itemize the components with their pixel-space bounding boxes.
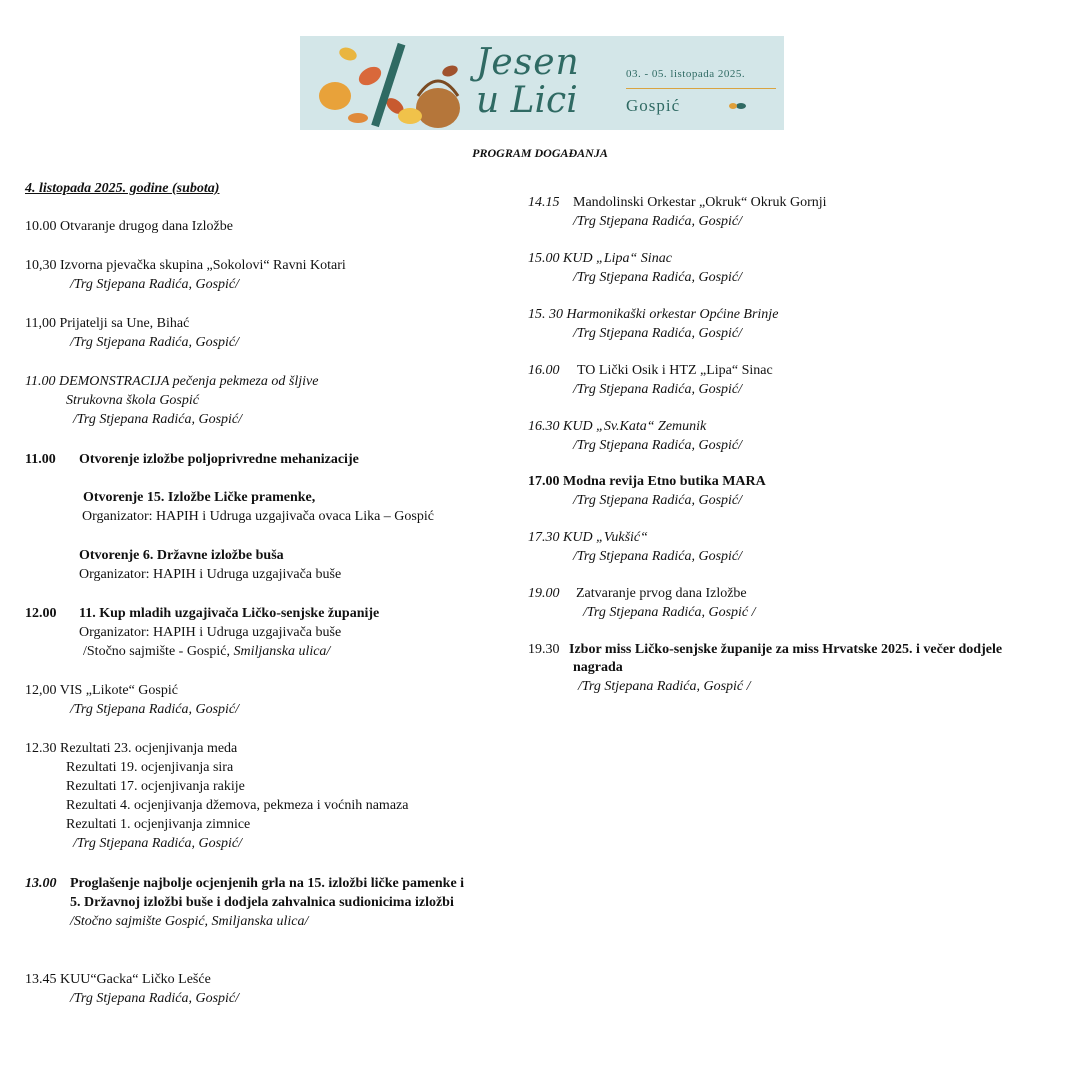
event-demonstracija: 11.00 DEMONSTRACIJA pečenja pekmeza od šljive [25, 374, 319, 389]
banner-divider [626, 88, 776, 89]
event-location: /Trg Stjepana Radića, Gospić/ [70, 702, 240, 717]
banner-town: Gospić [626, 96, 681, 115]
event-izbor-miss: nagrada [573, 660, 623, 675]
event-vis-likote: 12,00 VIS „Likote“ Gospić [25, 683, 178, 698]
event-drzavna-izlozba-busa: Otvorenje 6. Državne izložbe buša [79, 548, 284, 563]
event-time: 11.00 [25, 452, 56, 467]
event-location: /Trg Stjepana Radića, Gospić/ [73, 836, 243, 851]
event-location: /Trg Stjepana Radića, Gospić/ [70, 335, 240, 350]
event-organizer: Organizator: HAPIH i Udruga uzgajivača ovaca Lika – Gospić [82, 509, 434, 524]
event-location: /Trg Stjepana Radića, Gospić/ [573, 214, 743, 229]
location-part: /Stočno sajmište - Gospić, [83, 644, 230, 659]
event-location: /Trg Stjepana Radića, Gospić/ [70, 277, 240, 292]
event-location: /Trg Stjepana Radića, Gospić/ [573, 493, 743, 508]
event-location: /Trg Stjepana Radića, Gospić/ [573, 549, 743, 564]
event-location: /Trg Stjepana Radića, Gospić/ [70, 991, 240, 1006]
event-location: /Trg Stjepana Radića, Gospić/ [573, 382, 743, 397]
event-location: /Trg Stjepana Radića, Gospić / [583, 605, 756, 620]
event-location: /Trg Stjepana Radića, Gospić / [578, 679, 751, 694]
event-location: /Trg Stjepana Radića, Gospić/ [573, 438, 743, 453]
event-opening-second-day: 10.00 Otvaranje drugog dana Izložbe [25, 219, 233, 234]
event-location [83, 643, 330, 660]
event-kud-sv-kata: 16.30 KUD „Sv.Kata“ Zemunik [528, 419, 707, 434]
event-izbor-miss: Izbor miss Ličko-senjske županije za miss Hrvatske 2025. i večer dodjele [569, 642, 1003, 657]
event-rezultati: 12.30 Rezultati 23. ocjenjivanja meda [25, 741, 238, 756]
event-kud-vuksic: 17.30 KUD „Vukšić“ [528, 530, 648, 545]
event-time: 16.00 [528, 363, 560, 378]
day-heading: 4. listopada 2025. godine (subota) [25, 181, 220, 196]
event-organizer: Organizator: HAPIH i Udruga uzgajivača buše [79, 625, 342, 640]
event-proglasenje: 5. Državnoj izložbi buše i dodjela zahvalnica sudionicima izložbi [70, 895, 454, 910]
event-time: 14.15 [528, 195, 560, 210]
event-harmonikaski-orkestar: 15. 30 Harmonikaški orkestar Općine Brinje [528, 307, 779, 322]
event-location: /Trg Stjepana Radića, Gospić/ [573, 326, 743, 341]
event-time: 13.00 [25, 876, 57, 891]
event-rezultati: Rezultati 17. ocjenjivanja rakije [66, 779, 245, 794]
event-banner [300, 36, 784, 130]
event-location: /Stočno sajmište Gospić, Smiljanska ulica/ [70, 914, 309, 929]
event-rezultati: Rezultati 1. ocjenjivanja zimnice [66, 817, 251, 832]
banner-title-u-lici: u Lici [476, 80, 578, 121]
event-kud-lipa: 15.00 KUD „Lipa“ Sinac [528, 251, 672, 266]
event-rezultati: Rezultati 19. ocjenjivanja sira [66, 760, 234, 775]
event-time: 12.00 [25, 606, 57, 621]
event-to-licki-osik: TO Lički Osik i HTZ „Lipa“ Sinac [577, 363, 773, 378]
event-mehanizacija: Otvorenje izložbe poljoprivredne mehanizacije [79, 452, 359, 467]
event-rezultati: Rezultati 4. ocjenjivanja džemova, pekmeza i voćnih namaza [66, 798, 409, 813]
event-organizer: Strukovna škola Gospić [66, 393, 199, 408]
event-location: /Trg Stjepana Radića, Gospić/ [73, 412, 243, 427]
event-modna-revija: 17.00 Modna revija Etno butika MARA [528, 474, 766, 489]
event-organizer: Organizator: HAPIH i Udruga uzgajivača buše [79, 567, 342, 582]
event-prijatelji-sa-une: 11,00 Prijatelji sa Une, Bihać [25, 316, 190, 331]
program-heading: PROGRAM DOGAĐANJA [472, 146, 608, 160]
event-sokolovi: 10,30 Izvorna pjevačka skupina „Sokolovi“ Ravni Kotari [25, 258, 346, 273]
event-time: 19.00 [528, 586, 560, 601]
event-licka-pramenka: Otvorenje 15. Izložbe Ličke pramenke, [83, 490, 316, 505]
event-zatvaranje: Zatvaranje prvog dana Izložbe [576, 586, 747, 601]
event-kup-mladih: 11. Kup mladih uzgajivača Ličko-senjske županije [79, 606, 380, 621]
location-part: Smiljanska ulica/ [233, 644, 331, 659]
event-proglasenje: Proglašenje najbolje ocjenjenih grla na 15. izložbi ličke pamenke i [70, 876, 465, 891]
banner-dates: 03. - 05. listopada 2025. [626, 68, 746, 80]
banner-title-jesen: Jesen [476, 42, 580, 83]
event-kuu-gacka: 13.45 KUU“Gacka“ Ličko Lešće [25, 972, 211, 987]
event-location: /Trg Stjepana Radića, Gospić/ [573, 270, 743, 285]
event-time: 19.30 [528, 642, 560, 657]
event-mandolinski-orkestar: Mandolinski Orkestar „Okruk“ Okruk Gornji [573, 195, 827, 210]
